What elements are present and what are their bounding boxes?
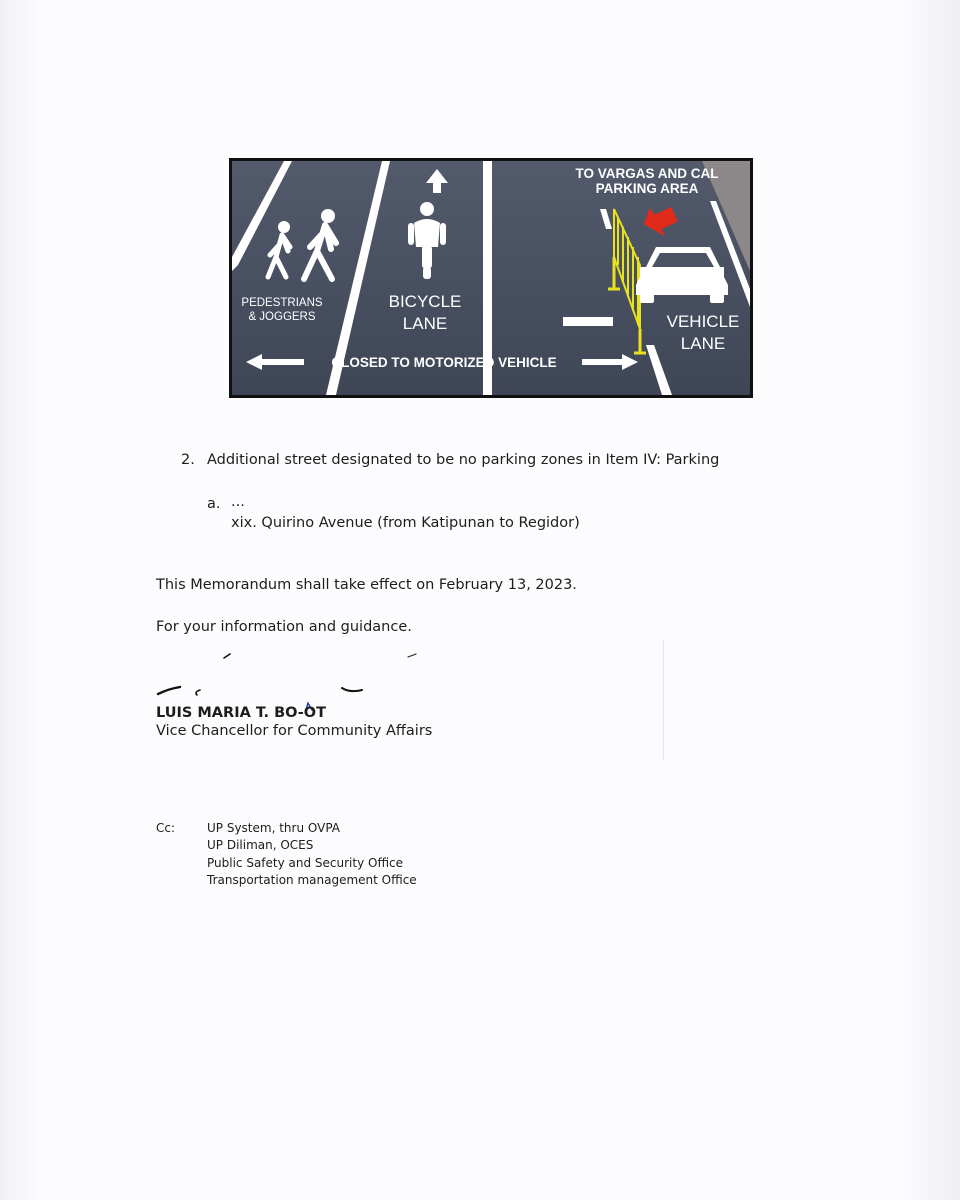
- closed-to-motorized-label: CLOSED TO MOTORIZED VEHICLE: [331, 355, 557, 370]
- item-2-number: 2.: [181, 452, 195, 468]
- item-2-text: Additional street designated to be no parking zones in Item IV: Parking: [207, 452, 720, 468]
- road-lane-figure: [229, 158, 753, 398]
- top-sign-line2: PARKING AREA: [595, 181, 699, 196]
- cc-recipient: UP System, thru OVPA: [207, 821, 340, 835]
- cc-recipient: UP Diliman, OCES: [207, 838, 314, 852]
- closing-text: For your information and guidance.: [156, 619, 412, 635]
- cc-recipient: Transportation management Office: [207, 873, 417, 887]
- road-lane-diagram: [232, 161, 750, 395]
- sub-item-xix: xix. Quirino Avenue (from Katipunan to Regidor): [231, 515, 580, 531]
- lane-stop-mark: [563, 317, 613, 326]
- effectivity-text: This Memorandum shall take effect on February 13, 2023.: [156, 577, 577, 593]
- cc-recipient: Public Safety and Security Office: [207, 856, 404, 870]
- sub-item-a-label: a.: [207, 496, 221, 512]
- signatory-title: Vice Chancellor for Community Affairs: [156, 723, 433, 739]
- pedestrian-label-line1: PEDESTRIANS: [241, 297, 323, 309]
- scan-edge-left: [0, 0, 40, 1200]
- cc-label: Cc:: [156, 821, 176, 835]
- scan-artifact-line: [663, 640, 664, 760]
- signatory-name: LUIS MARIA T. BO-OT: [156, 705, 326, 721]
- pedestrian-label-line2: & JOGGERS: [248, 311, 316, 323]
- sub-item-a-text: ...: [231, 494, 245, 510]
- bicycle-label-line1: BICYCLE: [388, 292, 462, 311]
- top-sign-line1: TO VARGAS AND CAL: [575, 166, 719, 181]
- bicycle-label-line2: LANE: [402, 314, 448, 333]
- vehicle-label-line2: LANE: [680, 334, 726, 353]
- scan-edge-right: [900, 0, 960, 1200]
- vehicle-label-line1: VEHICLE: [666, 312, 740, 331]
